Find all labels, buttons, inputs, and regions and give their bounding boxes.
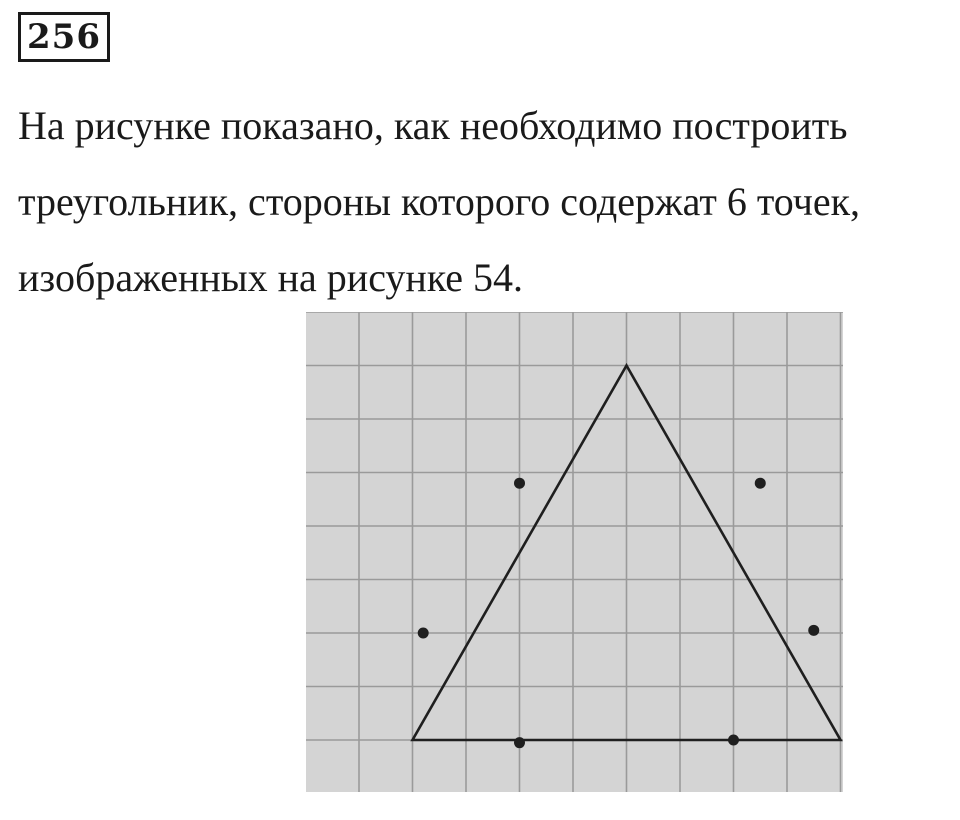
marked-point-4	[808, 625, 819, 636]
triangle-drawing	[306, 312, 843, 792]
marked-point-2	[755, 478, 766, 489]
marked-point-5	[514, 737, 525, 748]
grid-paper-figure	[306, 312, 843, 792]
statement-line-3: изображенных на рисунке 54.	[18, 255, 524, 300]
marked-point-3	[418, 628, 429, 639]
problem-statement	[18, 88, 948, 316]
statement-line-1: На рисунке показано, как необходимо построить	[18, 103, 848, 148]
grid-paper-background	[306, 312, 843, 792]
problem-number: 256	[18, 12, 110, 62]
marked-point-1	[514, 478, 525, 489]
statement-line-2: треугольник, стороны которого содержат 6 точек,	[18, 179, 861, 224]
marked-point-6	[728, 735, 739, 746]
